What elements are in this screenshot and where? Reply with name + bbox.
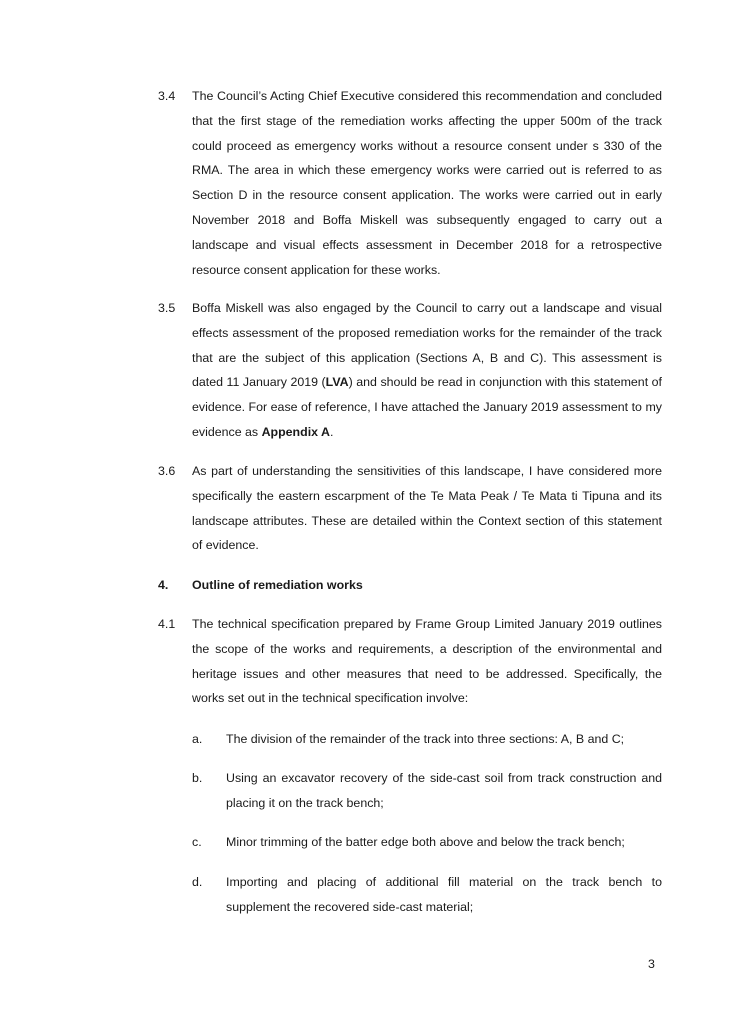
text-run: ) and should be read in conjunction with this statement of evidence. For ease of reference, I have attached the January 2019 assessment to my evidence as <box>192 375 662 439</box>
section-title: Outline of remediation works <box>192 578 363 592</box>
list-item-text: Importing and placing of additional fill material on the track bench to supplement the recovered side-cast material; <box>226 875 662 914</box>
text-run: . <box>329 424 334 439</box>
paragraph-text: The technical specification prepared by Frame Group Limited January 2019 outlines the scope of the works and requirements, a description of the environmental and heritage issues and other measures that need to be addressed. Specifically, the works set out in the technical specification involve: <box>192 617 662 706</box>
list-item-text: Minor trimming of the batter edge both above and below the track bench; <box>226 835 625 849</box>
list-item-letter: b. <box>192 771 203 785</box>
list-item-letter: d. <box>192 875 203 889</box>
bold-term-lva: LVA <box>325 375 349 390</box>
paragraph-number: 3.4 <box>158 89 176 103</box>
list-item-text: Using an excavator recovery of the side-cast soil from track construction and placing it on the track bench; <box>226 771 662 810</box>
paragraph-text <box>192 296 662 445</box>
paragraph-text: As part of understanding the sensitivities of this landscape, I have considered more specifically the eastern escarpment of the Te Mata Peak / Te Mata ti Tipuna and its landscape attributes. These are detailed within the Context section of this statement of evidence. <box>192 464 662 553</box>
paragraph-number: 3.5 <box>158 301 176 315</box>
section-number: 4. <box>158 578 169 592</box>
list-item-letter: c. <box>192 835 202 849</box>
paragraph-number: 3.6 <box>158 464 176 478</box>
list-item-text: The division of the remainder of the track into three sections: A, B and C; <box>226 732 625 746</box>
list-item-letter: a. <box>192 732 203 746</box>
paragraph-text: The Council’s Acting Chief Executive considered this recommendation and concluded that the first stage of the remediation works affecting the upper 500m of the track could proceed as emergency works without a resource consent under s 330 of the RMA. The area in which these emergency works were carried out is referred to as Section D in the resource consent application. The works were carried out in early November 2018 and Boffa Miskell was subsequently engaged to carry out a landscape and visual effects assessment in December 2018 for a retrospective resource consent application for these works. <box>192 89 662 277</box>
bold-term-appendix: Appendix A <box>261 424 330 439</box>
text-run: Boffa Miskell was also engaged by the Council to carry out a landscape and visual effects assessment of the proposed remediation works for the remainder of the track that are the subject of this application (Sections A, B and C). This assessment is dated 11 January 2019 ( <box>192 301 662 390</box>
paragraph-number: 4.1 <box>158 617 176 631</box>
page-number: 3 <box>648 957 655 971</box>
